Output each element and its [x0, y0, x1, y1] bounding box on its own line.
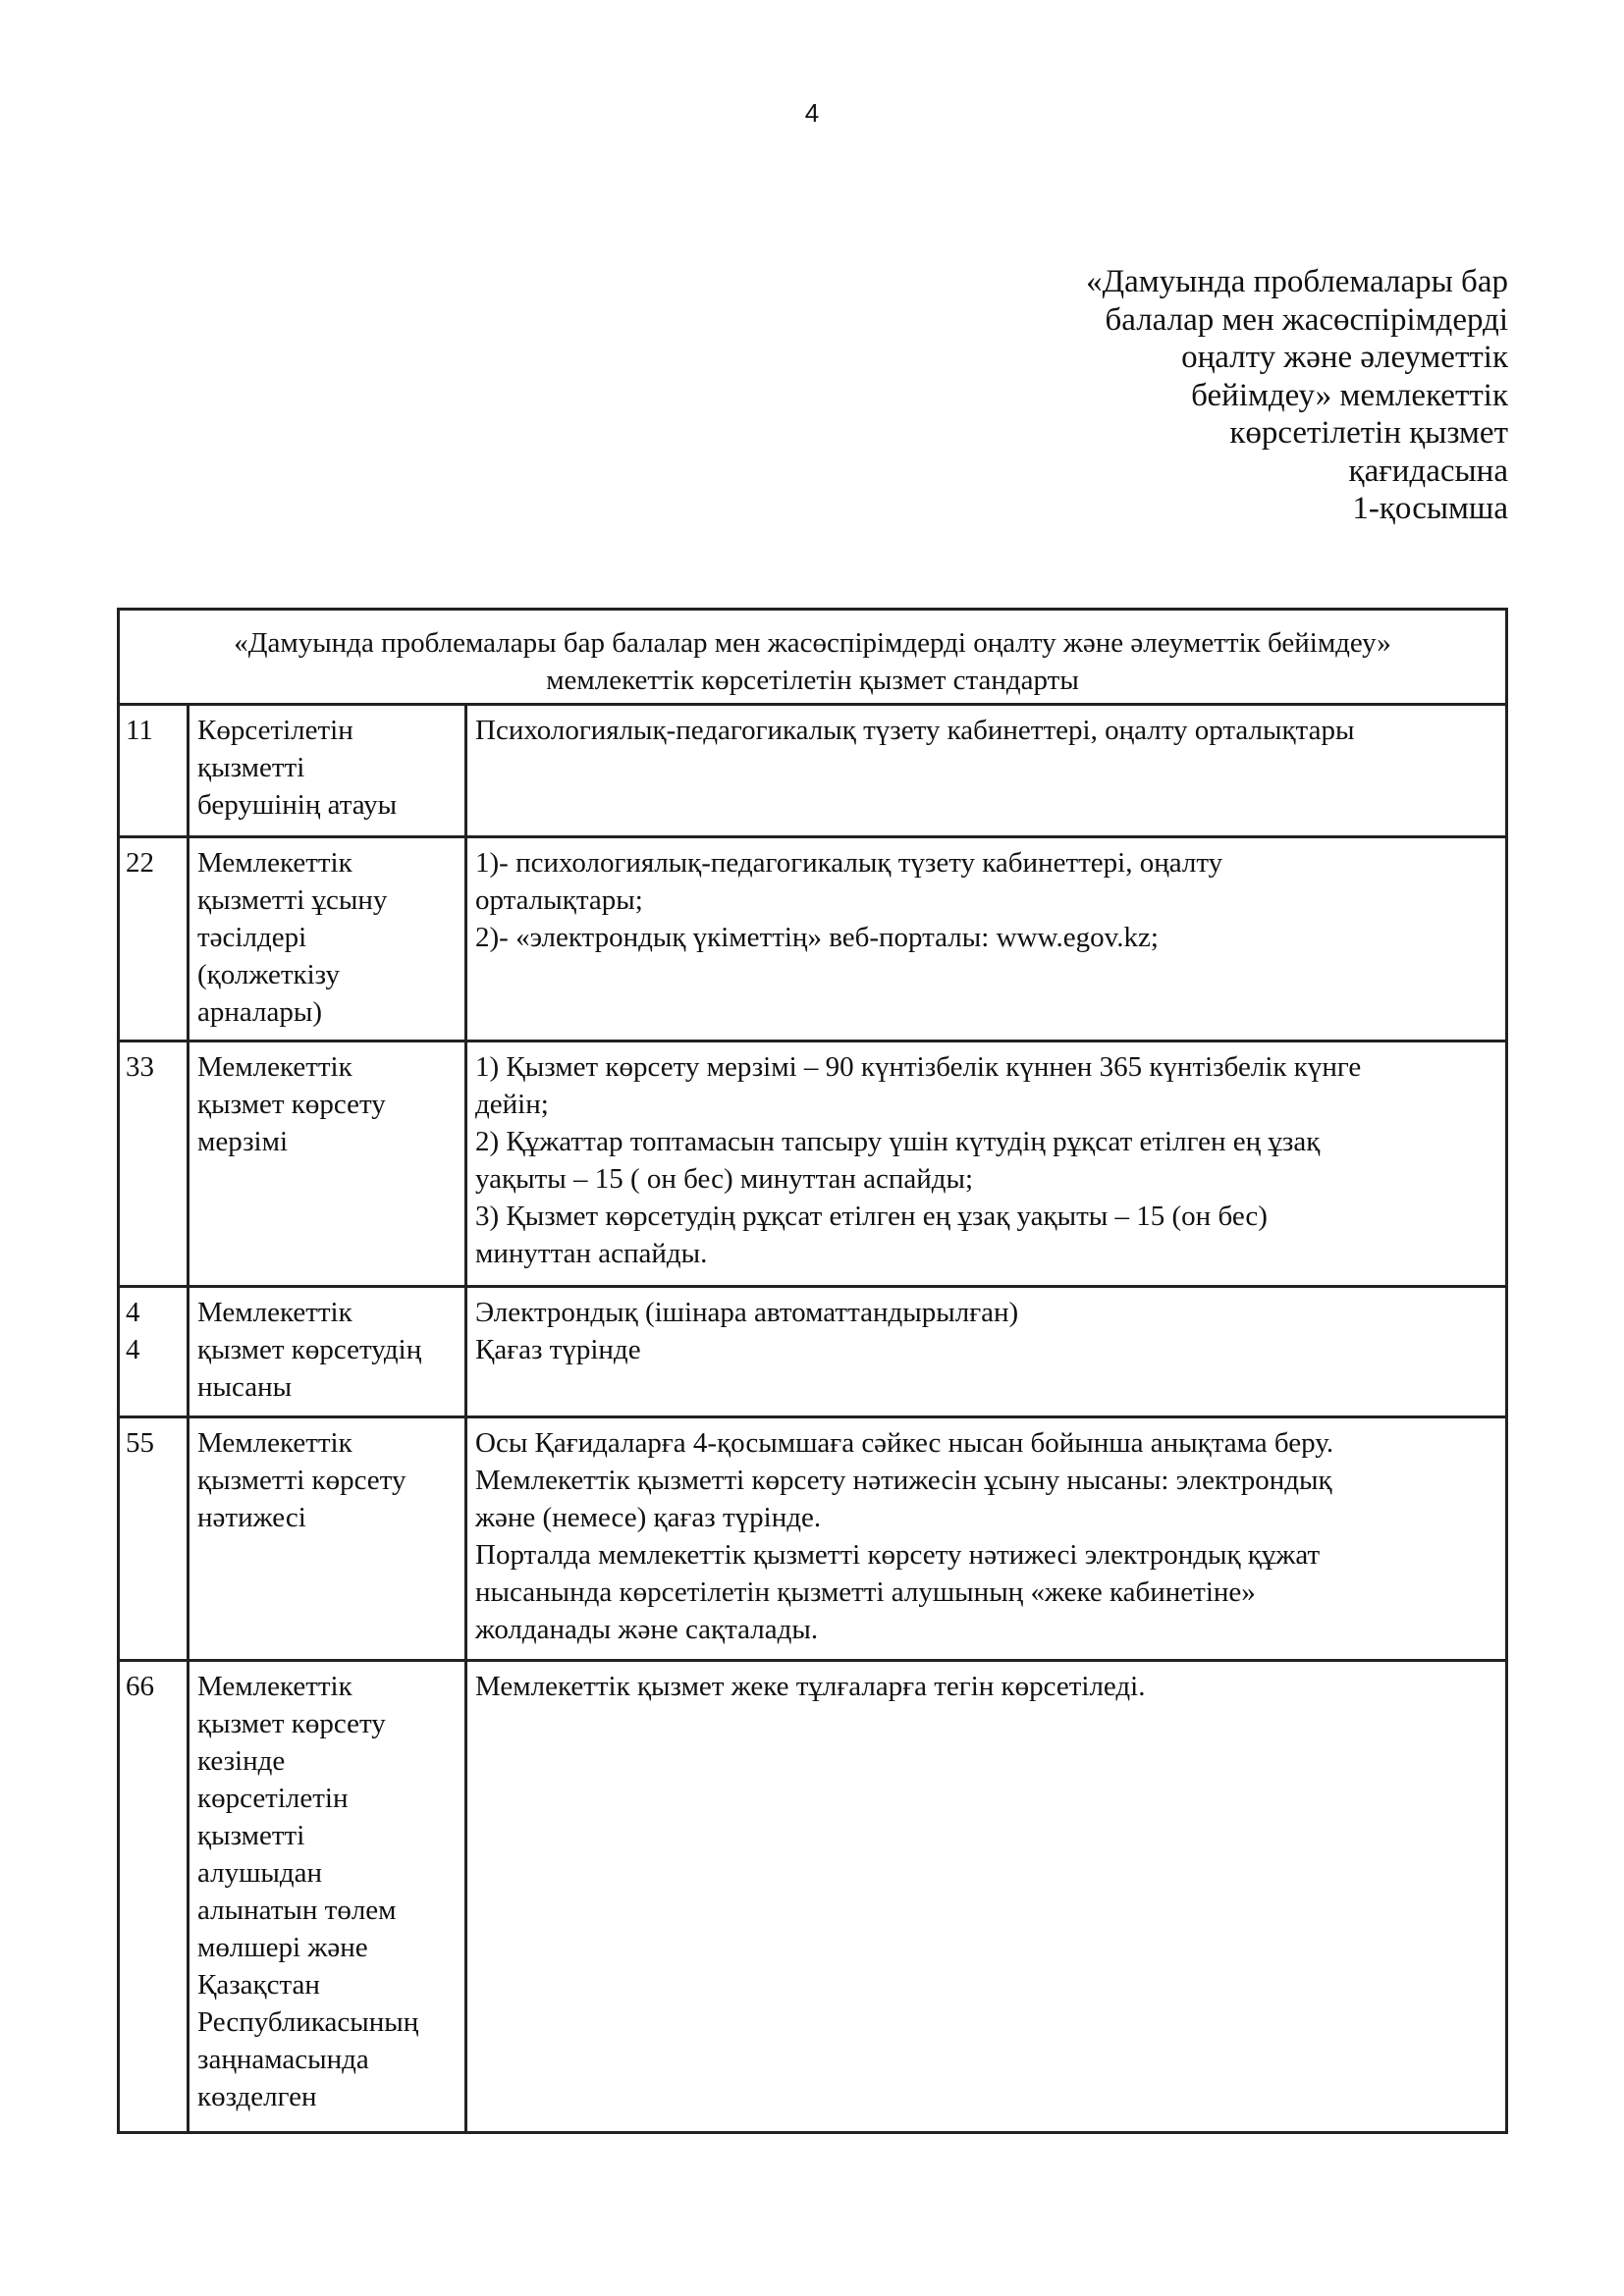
table-title-line: мемлекеттік көрсетілетін қызмет стандарты: [546, 665, 1079, 696]
row-label-cell: [189, 837, 466, 1041]
row-number-line: 33: [126, 1051, 154, 1083]
row-value-cell: [466, 1287, 1507, 1417]
row-label-cell: [189, 1417, 466, 1661]
row-value-line: 1)- психологиялық-педагогикалық түзету кабинеттері, оңалту: [475, 847, 1223, 879]
page-number: 4: [804, 98, 820, 128]
row-number-cell: [119, 1417, 189, 1661]
row-value-line: Электрондық (ішінара автоматтандырылған): [475, 1297, 1019, 1328]
row-value-cell: [466, 705, 1507, 837]
table-row: [119, 1661, 1507, 2133]
row-label-line: Қазақстан: [197, 1969, 320, 2001]
row-label-cell: [189, 1661, 466, 2133]
row-label-line: мерзімі: [197, 1126, 288, 1157]
row-label-cell: [189, 1287, 466, 1417]
row-label-line: Мемлекеттік: [197, 1671, 352, 1702]
row-number-cell: [119, 1661, 189, 2133]
table-row: [119, 837, 1507, 1041]
row-value-line: 2) Құжаттар топтамасын тапсыру үшін күтудің рұқсат етілген ең ұзақ: [475, 1126, 1321, 1157]
annex-header-line: 1-қосымша: [1352, 491, 1508, 526]
row-number-line: 11: [126, 715, 153, 746]
row-label-line: Мемлекеттік: [197, 1051, 352, 1083]
table-row: [119, 705, 1507, 837]
row-value-line: уақыты – 15 ( он бес) минуттан аспайды;: [475, 1163, 974, 1195]
annex-header: [821, 263, 1508, 528]
row-number-line: 66: [126, 1671, 154, 1702]
row-value-line: Мемлекеттік қызметті көрсету нәтижесін ұсыну нысаны: электрондық: [475, 1465, 1332, 1496]
row-value-line: Осы Қағидаларға 4-қосымшаға сәйкес нысан бойынша анықтама беру.: [475, 1427, 1334, 1459]
row-label-line: арналары): [197, 996, 323, 1028]
row-label-line: қызмет көрсету: [197, 1708, 386, 1739]
row-label-line: көзделген: [197, 2081, 317, 2112]
row-value-cell: [466, 1041, 1507, 1287]
table-row: [119, 1287, 1507, 1417]
row-label-cell: [189, 1041, 466, 1287]
row-number-line: 55: [126, 1427, 154, 1459]
row-number-line: 4: [126, 1297, 140, 1328]
row-label-line: (қолжеткізу: [197, 959, 341, 990]
row-number-line: 4: [126, 1334, 140, 1365]
row-number-cell: [119, 837, 189, 1041]
annex-header-line: бейімдеу» мемлекеттік: [1191, 377, 1508, 413]
row-value-cell: [466, 1417, 1507, 1661]
service-standard-table: [117, 608, 1508, 2134]
row-label-line: нәтижесі: [197, 1502, 306, 1533]
table-row: [119, 1417, 1507, 1661]
row-label-line: қызметті: [197, 1820, 305, 1851]
row-value-line: орталықтары;: [475, 884, 643, 916]
row-value-line: Порталда мемлекеттік қызметті көрсету нәтижесі электрондық құжат: [475, 1539, 1321, 1571]
row-number-line: 22: [126, 847, 154, 879]
row-value-line: 1) Қызмет көрсету мерзімі – 90 күнтізбелік күннен 365 күнтізбелік күнге: [475, 1051, 1362, 1083]
row-label-line: тәсілдері: [197, 922, 307, 953]
annex-header-line: қағидасына: [1348, 453, 1508, 489]
row-value-line: 3) Қызмет көрсетудің рұқсат етілген ең ұзақ уақыты – 15 (он бес): [475, 1201, 1268, 1232]
table-title-row: [119, 610, 1507, 705]
row-label-line: қызмет көрсетудің: [197, 1334, 422, 1365]
row-label-line: кезінде: [197, 1745, 286, 1777]
row-label-line: алушыдан: [197, 1857, 323, 1889]
row-label-line: қызметті: [197, 752, 305, 783]
table-title-line: «Дамуында проблемалары бар балалар мен жасөспірімдерді оңалту және әлеуметтік бейімдеу»: [234, 627, 1391, 659]
row-label-cell: [189, 705, 466, 837]
table-title: [119, 610, 1507, 705]
row-number-cell: [119, 1287, 189, 1417]
row-value-line: және (немесе) қағаз түрінде.: [475, 1502, 822, 1533]
row-value-line: минуттан аспайды.: [475, 1238, 708, 1269]
row-label-line: Мемлекеттік: [197, 1427, 352, 1459]
row-label-line: көрсетілетін: [197, 1783, 349, 1814]
row-number-cell: [119, 705, 189, 837]
table-row: [119, 1041, 1507, 1287]
row-value-line: жолданады және сақталады.: [475, 1614, 819, 1645]
row-value-line: 2)- «электрондық үкіметтің» веб-порталы: www.egov.kz;: [475, 922, 1159, 953]
annex-header-line: «Дамуында проблемалары бар: [1086, 264, 1508, 299]
row-label-line: Мемлекеттік: [197, 1297, 352, 1328]
row-label-line: Республикасының: [197, 2006, 419, 2038]
row-value-line: Психологиялық-педагогикалық түзету кабинеттері, оңалту орталықтары: [475, 715, 1355, 746]
row-number-cell: [119, 1041, 189, 1287]
row-label-line: мөлшері және: [197, 1932, 368, 1963]
row-value-line: Мемлекеттік қызмет жеке тұлғаларға тегін көрсетіледі.: [475, 1671, 1146, 1702]
row-label-line: қызметті ұсыну: [197, 884, 388, 916]
row-value-cell: [466, 837, 1507, 1041]
row-label-line: берушінің атауы: [197, 789, 398, 821]
annex-header-line: көрсетілетін қызмет: [1229, 415, 1508, 451]
row-label-line: заңнамасында: [197, 2044, 369, 2075]
row-label-line: нысаны: [197, 1371, 293, 1403]
annex-header-line: оңалту және әлеуметтік: [1181, 340, 1508, 375]
annex-header-line: балалар мен жасөспірімдерді: [1105, 301, 1508, 338]
row-label-line: қызмет көрсету: [197, 1089, 386, 1120]
row-label-line: қызметті көрсету: [197, 1465, 406, 1496]
row-label-line: алынатын төлем: [197, 1895, 397, 1926]
row-value-line: Қағаз түрінде: [475, 1334, 641, 1365]
row-label-line: Көрсетілетін: [197, 715, 353, 746]
row-label-line: Мемлекеттік: [197, 847, 352, 879]
row-value-line: нысанында көрсетілетін қызметті алушының «жеке кабинетіне»: [475, 1576, 1256, 1608]
row-value-cell: [466, 1661, 1507, 2133]
row-value-line: дейін;: [475, 1089, 549, 1120]
